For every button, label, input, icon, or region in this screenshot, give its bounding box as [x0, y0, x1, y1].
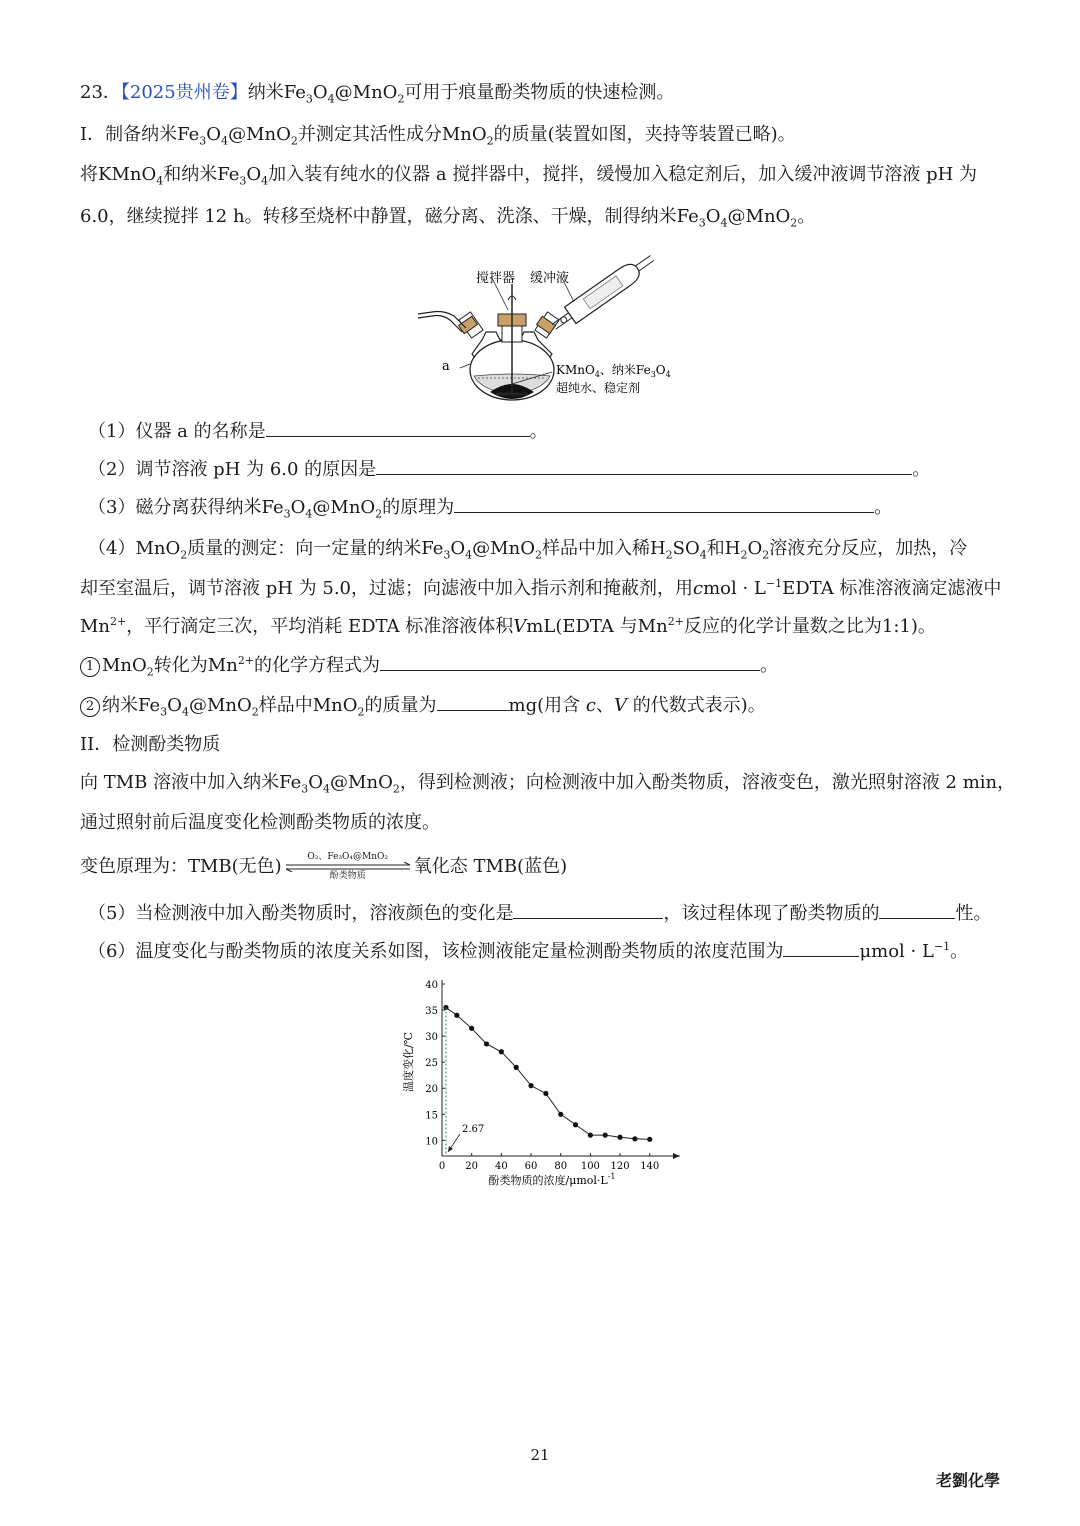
answer-blank-2[interactable] [376, 456, 912, 475]
answer-blank-5-1[interactable] [513, 900, 663, 919]
data-point [528, 1083, 533, 1088]
question-2: （2）调节溶液 pH 为 6.0 的原因是 。 [88, 456, 930, 483]
question-4-line2: 却至室温后，调节溶液 pH 为 5.0，过滤；向滤液中加入指示剂和掩蔽剂，用cmol · $L^{-1}EDTA$ 标准溶液滴定滤液中 [80, 577, 1002, 599]
label-buffer: 缓冲液 [530, 271, 570, 286]
data-point [573, 1122, 578, 1127]
question-4-line3: $Mn^{2+}$，平行滴定三次，平均消耗 EDTA 标准溶液体积VmL(EDTA 与$Mn^{2+}$反应的化学计量数之比为1:1)。 [80, 615, 936, 637]
data-point [484, 1041, 489, 1046]
question-stem: 23．【2025贵州卷】纳米$Fe_3O_4@MnO_2$可用于痕量酚类物质的快速检测。 [80, 82, 675, 106]
data-point [603, 1133, 608, 1138]
x-axis-label: 酚类物质的浓度$/\mu mol\cdot L^{-1}$ [488, 1172, 616, 1187]
annotation-arrowhead [448, 1146, 453, 1152]
part2-paragraph-line2: 通过照射前后温度变化检测酚类物质的浓度。 [80, 812, 440, 833]
data-point [514, 1065, 519, 1070]
data-point [499, 1049, 504, 1054]
temperature-concentration-chart [390, 970, 690, 1194]
question-4-sub1: 1 MnO$_2$转化为$Mn^{2+}$的化学方程式为 。 [80, 652, 778, 679]
x-tick-label: 0 [438, 1161, 446, 1172]
annotation-label: 2.67 [461, 1124, 485, 1135]
data-point [632, 1136, 637, 1141]
y-tick-label: 10 [425, 1136, 438, 1148]
y-tick-label: 25 [425, 1058, 438, 1070]
label-a: a [442, 359, 450, 374]
page-number: 21 [530, 1446, 550, 1464]
label-stirrer: 搅拌器 [476, 271, 516, 286]
question-5: （5）当检测液中加入酚类物质时，溶液颜色的变化是 ，该过程体现了酚类物质的 性。 [88, 900, 991, 927]
question-4-sub2: 2 纳米$Fe_3O_4@MnO_2$样品中MnO$_2$的质量为 mg(用含 c、V 的代数式表示)。 [80, 692, 766, 719]
data-point [588, 1133, 593, 1138]
label-solvent: 超纯水、稳定剂 [556, 381, 641, 395]
x-tick-label: 140 [640, 1161, 660, 1172]
answer-blank-6[interactable] [783, 938, 859, 957]
data-point [558, 1112, 563, 1117]
circled-number-1: 1 [80, 657, 100, 677]
y-tick-label: 40 [425, 980, 438, 991]
question-1: （1）仪器 a 的名称是 。 [88, 418, 548, 445]
question-3: （3）磁分离获得纳米$Fe_3O_4@MnO_2$的原理为 。 [88, 494, 892, 521]
brand-watermark: 老劉化學 [936, 1471, 1001, 1490]
part2-paragraph-line1: 向 TMB 溶液中加入纳米$Fe_3O_4@MnO_2$，得到检测液；向检测液中加入酚类物质，溶液变色，激光照射溶液 2 min， [80, 772, 1016, 796]
answer-blank-4-1[interactable] [380, 652, 760, 671]
x-tick-label: 100 [580, 1161, 600, 1172]
x-tick-label: 80 [554, 1161, 568, 1172]
x-axis-arrow [673, 1153, 680, 1159]
part1-paragraph-line1: 将KMnO$_4$和纳米$Fe_3O_4$加入装有纯水的仪器 a 搅拌器中，搅拌，缓慢加入稳定剂后，加入缓冲液调节溶液 pH 为 [80, 164, 978, 188]
y-tick-label: 15 [425, 1110, 438, 1122]
data-point [647, 1137, 652, 1142]
part1-paragraph-line2: 6.0，继续搅拌 12 h。转移至烧杯中静置，磁分离、洗涤、干燥，制得纳米$Fe_3O_4@MnO_2$。 [80, 206, 816, 230]
part1-heading: I．制备纳米$Fe_3O_4@MnO_2$并测定其活性成分MnO$_2$的质量(装置如图，夹持等装置已略)。 [80, 124, 796, 148]
data-point [543, 1091, 548, 1096]
y-tick-label: 30 [425, 1032, 438, 1044]
answer-blank-5-2[interactable] [879, 900, 955, 919]
question-number: 23． [80, 82, 121, 103]
color-change-principle: 变色原理为：TMB(无色) O₂、Fe₃O₄@MnO₂ 酚类物质 氧化态 TMB(蓝色) [80, 852, 568, 881]
answer-blank-1[interactable] [266, 418, 530, 437]
x-tick-label: 40 [494, 1161, 508, 1172]
data-point [469, 1026, 474, 1031]
question-6: （6）温度变化与酚类物质的浓度关系如图，该检测液能定量检测酚类物质的浓度范围为 $\mu mol \cdot L^{-1}$。 [88, 940, 969, 962]
answer-blank-4-2[interactable] [437, 692, 509, 711]
part2-heading: II．检测酚类物质 [80, 734, 221, 755]
data-point [617, 1135, 622, 1140]
question-source: 【2025贵州卷】 [120, 82, 248, 103]
circled-number-2: 2 [80, 697, 100, 717]
formula-fe3o4-mno2: $Fe_3O_4@MnO_2$ [283, 82, 405, 106]
apparatus-diagram [412, 244, 682, 404]
x-tick-label: 60 [524, 1161, 538, 1172]
data-point [454, 1013, 459, 1018]
label-reagents: KMnO$_4$、纳米$Fe_3O_4$ [556, 363, 671, 379]
reversible-arrow: O₂、Fe₃O₄@MnO₂ 酚类物质 [282, 852, 414, 882]
y-axis-label: 温度变化/℃ [402, 1031, 415, 1093]
y-tick-label: 20 [425, 1084, 438, 1096]
data-series-line [446, 1007, 650, 1139]
y-tick-label: 35 [425, 1006, 438, 1018]
question-4-line1: （4）MnO$_2$质量的测定：向一定量的纳米$Fe_3O_4@MnO_2$样品中加入稀$H_2SO_4$和$H_2O_2$溶液充分反应，加热，冷 [88, 538, 968, 562]
answer-blank-3[interactable] [454, 494, 874, 513]
x-tick-label: 120 [610, 1161, 630, 1172]
x-tick-label: 20 [465, 1161, 479, 1172]
